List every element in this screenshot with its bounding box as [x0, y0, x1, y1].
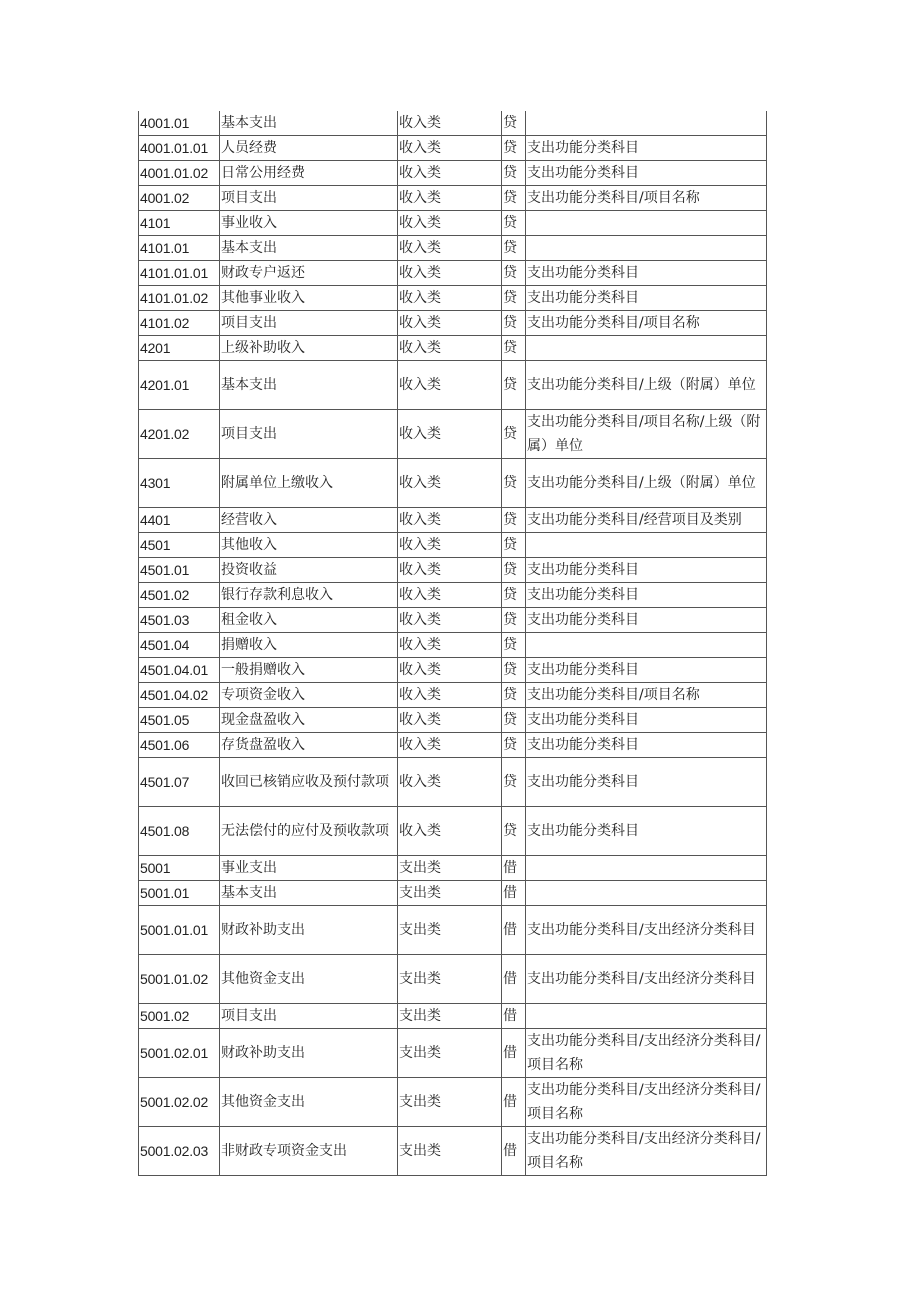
auxiliary-accounting-cell: 支出功能分类科目/支出经济分类科目/项目名称	[526, 1078, 767, 1127]
auxiliary-accounting-cell	[526, 111, 767, 136]
balance-direction-cell: 贷	[502, 658, 526, 683]
account-code-cell: 5001	[139, 856, 220, 881]
auxiliary-accounting-cell	[526, 881, 767, 906]
account-name-cell: 专项资金收入	[220, 683, 398, 708]
balance-direction-cell: 贷	[502, 186, 526, 211]
account-name-cell: 项目支出	[220, 311, 398, 336]
table-row	[139, 608, 767, 633]
account-name-cell: 收回已核销应收及预付款项	[220, 758, 398, 807]
account-name-cell: 其他资金支出	[220, 955, 398, 1004]
auxiliary-accounting-cell: 支出功能分类科目/支出经济分类科目	[526, 955, 767, 1004]
account-category-cell: 收入类	[398, 236, 502, 261]
balance-direction-cell: 贷	[502, 161, 526, 186]
account-name-cell: 一般捐赠收入	[220, 658, 398, 683]
auxiliary-accounting-cell: 支出功能分类科目/项目名称	[526, 186, 767, 211]
account-code-cell: 4501.02	[139, 583, 220, 608]
balance-direction-cell: 贷	[502, 608, 526, 633]
balance-direction-cell: 贷	[502, 361, 526, 410]
account-category-cell: 支出类	[398, 1004, 502, 1029]
account-name-cell: 无法偿付的应付及预收款项	[220, 807, 398, 856]
table-row	[139, 1078, 767, 1127]
table-row	[139, 708, 767, 733]
account-category-cell: 收入类	[398, 708, 502, 733]
auxiliary-accounting-cell: 支出功能分类科目/项目名称	[526, 311, 767, 336]
account-category-cell: 收入类	[398, 361, 502, 410]
table-row	[139, 410, 767, 459]
account-code-cell: 4001.01	[139, 111, 220, 136]
account-category-cell: 收入类	[398, 608, 502, 633]
table-row	[139, 111, 767, 136]
account-category-cell: 收入类	[398, 459, 502, 508]
auxiliary-accounting-cell: 支出功能分类科目	[526, 136, 767, 161]
account-code-cell: 4201.01	[139, 361, 220, 410]
table-row	[139, 1127, 767, 1176]
table-row	[139, 807, 767, 856]
account-code-cell: 4101.01.02	[139, 286, 220, 311]
account-code-cell: 4101	[139, 211, 220, 236]
balance-direction-cell: 贷	[502, 111, 526, 136]
table-row	[139, 758, 767, 807]
table-row	[139, 261, 767, 286]
account-name-cell: 财政补助支出	[220, 1029, 398, 1078]
balance-direction-cell: 贷	[502, 807, 526, 856]
account-code-cell: 4501	[139, 533, 220, 558]
balance-direction-cell: 贷	[502, 733, 526, 758]
account-category-cell: 支出类	[398, 856, 502, 881]
auxiliary-accounting-cell: 支出功能分类科目	[526, 161, 767, 186]
balance-direction-cell: 贷	[502, 758, 526, 807]
auxiliary-accounting-cell	[526, 633, 767, 658]
account-name-cell: 经营收入	[220, 508, 398, 533]
account-category-cell: 收入类	[398, 583, 502, 608]
auxiliary-accounting-cell: 支出功能分类科目/上级（附属）单位	[526, 361, 767, 410]
table-row	[139, 955, 767, 1004]
table-row	[139, 186, 767, 211]
auxiliary-accounting-cell: 支出功能分类科目	[526, 733, 767, 758]
balance-direction-cell: 借	[502, 1078, 526, 1127]
account-code-cell: 4001.01.02	[139, 161, 220, 186]
balance-direction-cell: 借	[502, 1127, 526, 1176]
account-category-cell: 收入类	[398, 733, 502, 758]
account-category-cell: 收入类	[398, 261, 502, 286]
table-row	[139, 311, 767, 336]
balance-direction-cell: 借	[502, 881, 526, 906]
account-category-cell: 收入类	[398, 508, 502, 533]
account-name-cell: 上级补助收入	[220, 336, 398, 361]
account-category-cell: 收入类	[398, 286, 502, 311]
auxiliary-accounting-cell: 支出功能分类科目/支出经济分类科目/项目名称	[526, 1029, 767, 1078]
account-category-cell: 收入类	[398, 758, 502, 807]
account-subjects-table	[138, 111, 767, 1176]
account-name-cell: 存货盘盈收入	[220, 733, 398, 758]
balance-direction-cell: 借	[502, 955, 526, 1004]
balance-direction-cell: 贷	[502, 633, 526, 658]
account-code-cell: 4501.05	[139, 708, 220, 733]
account-code-cell: 5001.01.01	[139, 906, 220, 955]
account-name-cell: 非财政专项资金支出	[220, 1127, 398, 1176]
account-code-cell: 4101.01.01	[139, 261, 220, 286]
account-name-cell: 日常公用经费	[220, 161, 398, 186]
table-row	[139, 558, 767, 583]
account-name-cell: 基本支出	[220, 881, 398, 906]
account-category-cell: 收入类	[398, 807, 502, 856]
account-code-cell: 4001.01.01	[139, 136, 220, 161]
auxiliary-accounting-cell: 支出功能分类科目/上级（附属）单位	[526, 459, 767, 508]
table-row	[139, 856, 767, 881]
auxiliary-accounting-cell	[526, 236, 767, 261]
table-row	[139, 361, 767, 410]
account-name-cell: 其他收入	[220, 533, 398, 558]
account-category-cell: 收入类	[398, 533, 502, 558]
auxiliary-accounting-cell: 支出功能分类科目/项目名称/上级（附属）单位	[526, 410, 767, 459]
account-name-cell: 财政补助支出	[220, 906, 398, 955]
table-row	[139, 881, 767, 906]
balance-direction-cell: 贷	[502, 336, 526, 361]
table-row	[139, 733, 767, 758]
balance-direction-cell: 贷	[502, 261, 526, 286]
account-code-cell: 4001.02	[139, 186, 220, 211]
auxiliary-accounting-cell: 支出功能分类科目	[526, 261, 767, 286]
balance-direction-cell: 贷	[502, 533, 526, 558]
auxiliary-accounting-cell: 支出功能分类科目/项目名称	[526, 683, 767, 708]
account-category-cell: 收入类	[398, 558, 502, 583]
account-code-cell: 4201	[139, 336, 220, 361]
account-category-cell: 收入类	[398, 186, 502, 211]
table-row	[139, 633, 767, 658]
account-name-cell: 基本支出	[220, 361, 398, 410]
account-name-cell: 事业支出	[220, 856, 398, 881]
account-category-cell: 支出类	[398, 955, 502, 1004]
balance-direction-cell: 贷	[502, 136, 526, 161]
balance-direction-cell: 贷	[502, 311, 526, 336]
account-name-cell: 租金收入	[220, 608, 398, 633]
account-name-cell: 基本支出	[220, 236, 398, 261]
account-category-cell: 收入类	[398, 111, 502, 136]
account-code-cell: 4501.08	[139, 807, 220, 856]
balance-direction-cell: 贷	[502, 211, 526, 236]
balance-direction-cell: 贷	[502, 558, 526, 583]
table-row	[139, 136, 767, 161]
auxiliary-accounting-cell: 支出功能分类科目	[526, 608, 767, 633]
account-category-cell: 收入类	[398, 211, 502, 236]
table-row	[139, 336, 767, 361]
auxiliary-accounting-cell	[526, 211, 767, 236]
account-category-cell: 收入类	[398, 410, 502, 459]
auxiliary-accounting-cell: 支出功能分类科目/支出经济分类科目	[526, 906, 767, 955]
account-code-cell: 4501.03	[139, 608, 220, 633]
account-name-cell: 现金盘盈收入	[220, 708, 398, 733]
table-row	[139, 1004, 767, 1029]
auxiliary-accounting-cell	[526, 336, 767, 361]
account-category-cell: 收入类	[398, 161, 502, 186]
balance-direction-cell: 贷	[502, 508, 526, 533]
table-row	[139, 1029, 767, 1078]
balance-direction-cell: 借	[502, 906, 526, 955]
account-name-cell: 附属单位上缴收入	[220, 459, 398, 508]
account-code-cell: 4201.02	[139, 410, 220, 459]
account-code-cell: 4501.04.02	[139, 683, 220, 708]
auxiliary-accounting-cell: 支出功能分类科目/支出经济分类科目/项目名称	[526, 1127, 767, 1176]
account-name-cell: 项目支出	[220, 1004, 398, 1029]
account-category-cell: 支出类	[398, 881, 502, 906]
table-row	[139, 161, 767, 186]
auxiliary-accounting-cell: 支出功能分类科目/经营项目及类别	[526, 508, 767, 533]
account-code-cell: 4301	[139, 459, 220, 508]
table-row	[139, 459, 767, 508]
auxiliary-accounting-cell	[526, 1004, 767, 1029]
account-code-cell: 4401	[139, 508, 220, 533]
auxiliary-accounting-cell: 支出功能分类科目	[526, 583, 767, 608]
balance-direction-cell: 贷	[502, 459, 526, 508]
account-name-cell: 财政专户返还	[220, 261, 398, 286]
account-name-cell: 投资收益	[220, 558, 398, 583]
account-name-cell: 事业收入	[220, 211, 398, 236]
account-category-cell: 收入类	[398, 136, 502, 161]
account-code-cell: 5001.02.02	[139, 1078, 220, 1127]
account-code-cell: 4501.07	[139, 758, 220, 807]
account-name-cell: 基本支出	[220, 111, 398, 136]
account-name-cell: 项目支出	[220, 410, 398, 459]
balance-direction-cell: 贷	[502, 683, 526, 708]
table-row	[139, 508, 767, 533]
table-row	[139, 286, 767, 311]
auxiliary-accounting-cell: 支出功能分类科目	[526, 708, 767, 733]
account-code-cell: 5001.01	[139, 881, 220, 906]
auxiliary-accounting-cell: 支出功能分类科目	[526, 286, 767, 311]
account-code-cell: 4101.02	[139, 311, 220, 336]
auxiliary-accounting-cell	[526, 533, 767, 558]
account-category-cell: 支出类	[398, 1078, 502, 1127]
table-body	[139, 111, 767, 1176]
account-code-cell: 5001.01.02	[139, 955, 220, 1004]
table-row	[139, 683, 767, 708]
account-name-cell: 项目支出	[220, 186, 398, 211]
auxiliary-accounting-cell: 支出功能分类科目	[526, 558, 767, 583]
account-name-cell: 捐赠收入	[220, 633, 398, 658]
table-row	[139, 906, 767, 955]
balance-direction-cell: 贷	[502, 583, 526, 608]
account-code-cell: 4501.04	[139, 633, 220, 658]
balance-direction-cell: 借	[502, 1029, 526, 1078]
account-category-cell: 支出类	[398, 906, 502, 955]
account-code-cell: 4501.04.01	[139, 658, 220, 683]
account-name-cell: 人员经费	[220, 136, 398, 161]
account-code-cell: 4501.01	[139, 558, 220, 583]
balance-direction-cell: 贷	[502, 708, 526, 733]
account-category-cell: 收入类	[398, 633, 502, 658]
account-name-cell: 其他事业收入	[220, 286, 398, 311]
account-code-cell: 5001.02.01	[139, 1029, 220, 1078]
table-row	[139, 533, 767, 558]
account-category-cell: 收入类	[398, 311, 502, 336]
balance-direction-cell: 借	[502, 856, 526, 881]
table-row	[139, 236, 767, 261]
account-category-cell: 收入类	[398, 683, 502, 708]
table-row	[139, 211, 767, 236]
account-category-cell: 收入类	[398, 658, 502, 683]
auxiliary-accounting-cell	[526, 856, 767, 881]
auxiliary-accounting-cell: 支出功能分类科目	[526, 807, 767, 856]
balance-direction-cell: 借	[502, 1004, 526, 1029]
account-code-cell: 4501.06	[139, 733, 220, 758]
account-code-cell: 4101.01	[139, 236, 220, 261]
table-row	[139, 583, 767, 608]
account-code-cell: 5001.02	[139, 1004, 220, 1029]
account-name-cell: 其他资金支出	[220, 1078, 398, 1127]
account-category-cell: 收入类	[398, 336, 502, 361]
account-category-cell: 支出类	[398, 1029, 502, 1078]
auxiliary-accounting-cell: 支出功能分类科目	[526, 658, 767, 683]
balance-direction-cell: 贷	[502, 286, 526, 311]
table-row	[139, 658, 767, 683]
account-category-cell: 支出类	[398, 1127, 502, 1176]
balance-direction-cell: 贷	[502, 410, 526, 459]
account-name-cell: 银行存款利息收入	[220, 583, 398, 608]
auxiliary-accounting-cell: 支出功能分类科目	[526, 758, 767, 807]
balance-direction-cell: 贷	[502, 236, 526, 261]
account-code-cell: 5001.02.03	[139, 1127, 220, 1176]
